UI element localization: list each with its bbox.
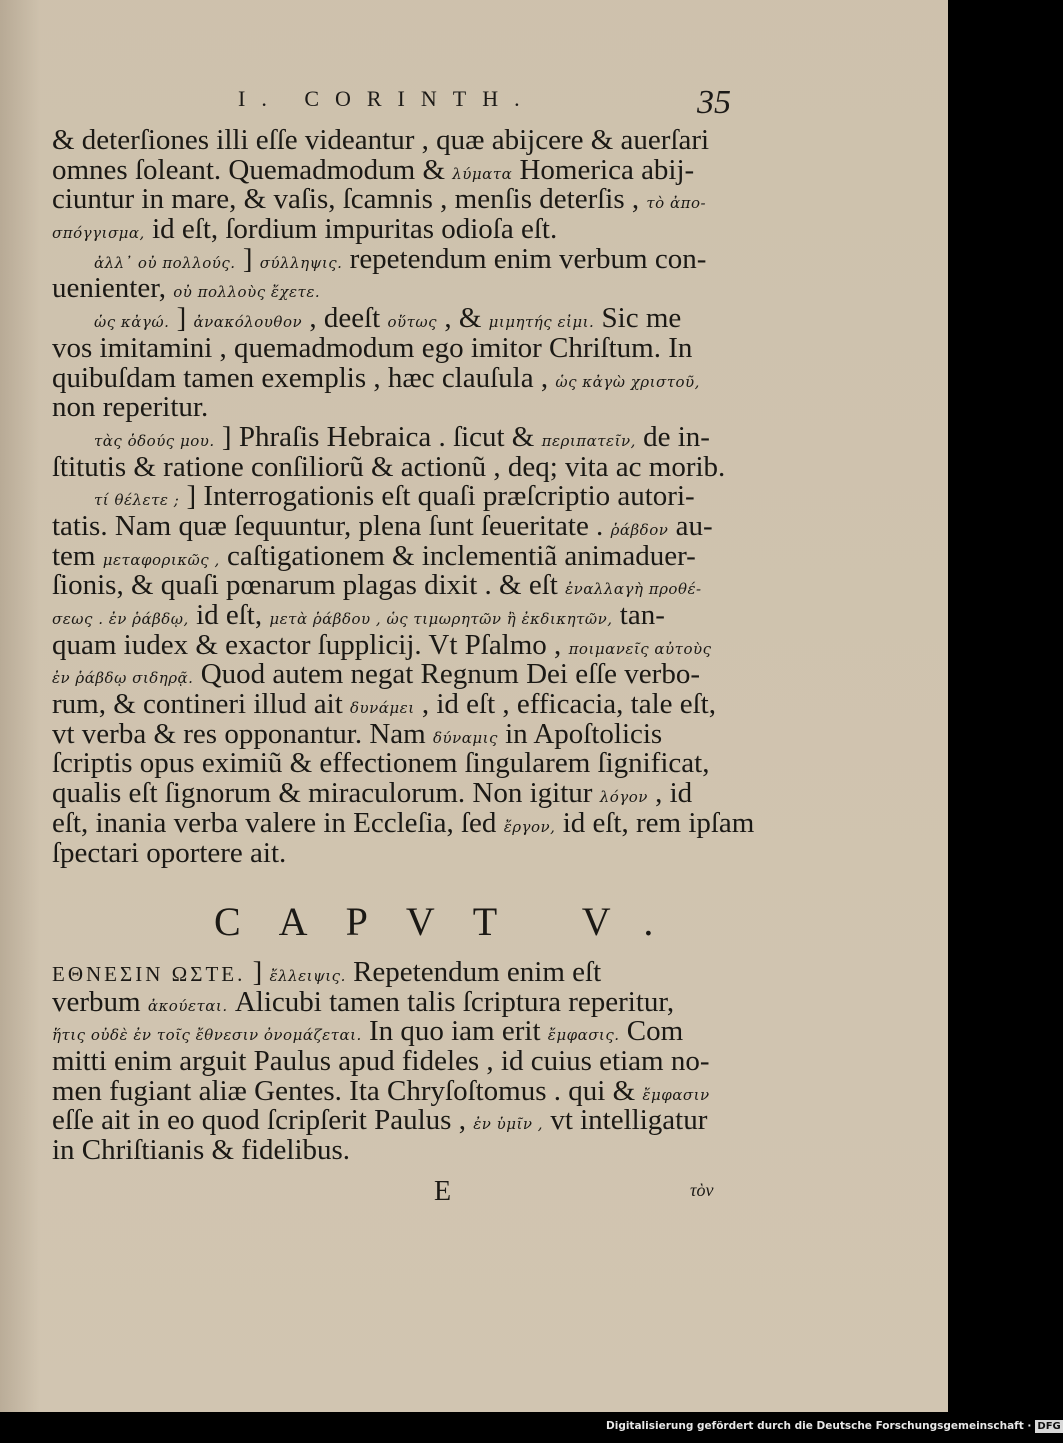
latin-text: tan- [612,599,665,631]
latin-text: tem [52,539,103,572]
text-line [52,242,752,275]
lemma-caps: ΕΘΝΕΣΙΝ ΩΣΤΕ. [52,962,246,986]
text-line [52,1106,752,1136]
greek-text: περιπατεῖν, [541,431,636,450]
text-line [52,185,752,215]
latin-text: quam iudex & exactor ſupplicij. Vt Pſalmo , [52,628,569,661]
text-line [52,717,752,750]
commentary-paragraph-1 [52,124,755,869]
credit-text: Digitalisierung gefördert durch die Deutsche Forschungsgemeinschaft · [606,1420,1032,1432]
greek-text: ἐν ῥάβδῳ σιδηρᾷ. [52,669,194,688]
greek-text: ἀνακόλουθον [193,313,303,332]
latin-text: quibuſdam tamen exemplis , hæc clauſula , [52,361,556,394]
latin-text: vt verba & res opponantur. Nam [52,717,433,750]
greek-text: ἀλλ᾽ οὐ πολλούς. [94,253,236,272]
text-line [52,393,752,423]
text-line [52,571,752,601]
greek-text: ἐναλλαγὴ προθέ- [565,580,702,599]
running-head: I. CORINTH. [238,86,536,111]
latin-text: au- [668,509,713,542]
greek-text: οὕτως [387,313,438,332]
latin-text: in Apoſtolicis [497,717,663,750]
greek-text: μετὰ ῥάβδου , ὡς τιμωρητῶν ἢ ἐκδικητῶν, [269,610,613,628]
greek-text: ἔλλειψις. [269,967,346,985]
greek-text: ὡς κἀγὼ χριστοῦ, [555,372,700,391]
greek-text: λόγον [599,788,648,807]
signature-mark: E [434,1176,452,1207]
latin-text: vt intelligatur [543,1104,708,1137]
latin-text: ] [235,242,260,275]
text-line [52,836,752,869]
latin-text: verbum [52,985,148,1018]
latin-text: Sic me [594,302,682,335]
latin-text: eſſe ait in eo quod ſcripſerit Paulus , [52,1104,474,1137]
text-line [52,274,752,304]
text-line [52,482,752,512]
latin-text: de in- [635,420,710,453]
text-line [52,1074,752,1107]
text-line [52,450,752,483]
latin-text: id eſt, rem ipſam [555,806,755,839]
latin-text: Alicubi tamen talis ſcriptura reperitur, [227,985,675,1018]
greek-text: ποιμανεῖς αὐτοὺς [568,639,712,658]
latin-text: ] Phraſis Hebraica . ſicut & [214,420,542,453]
latin-text: mitti enim arguit Paulus apud fideles , id cuius etiam no- [52,1045,710,1078]
text-line [52,690,752,720]
greek-text: οὐ πολλοὺς ἔχετε. [173,283,321,302]
greek-text: σεως . ἐν ῥάβδῳ, [52,610,189,628]
greek-text: μεταφορικῶς , [102,550,220,569]
greek-text: τὰς ὁδούς μου. [94,431,215,450]
latin-text: , id [647,777,693,810]
latin-text: omnes ſoleant. Quemadmodum & [52,153,453,186]
greek-text: σπόγγισμα, [52,224,145,243]
latin-text: Homerica abij- [512,153,695,186]
greek-text: ἔμφασις. [547,1026,620,1045]
latin-text: , deeſt [302,302,388,335]
latin-text: ciuntur in mare, & vaſis, ſcamnis , menſis deterſis , [52,183,647,216]
text-line [52,1136,752,1166]
latin-text: ] [245,956,270,988]
latin-text: in Chriſtianis & fidelibus. [52,1134,351,1167]
latin-text: Quod autem negat Regnum Dei eſſe verbo- [193,658,700,691]
latin-text: ſionis, & quaſi pœnarum plagas dixit . & eſt [52,569,566,602]
latin-text: ] [169,302,194,335]
text-line [52,601,752,631]
latin-text: ] Interrogationis eſt quaſi præſcriptio autori- [179,480,695,513]
text-line [52,806,755,839]
latin-text: id eſt, ſordium impuritas odioſa eſt. [144,213,558,246]
latin-text: tatis. Nam quæ ſequuntur, plena ſunt ſeueritate . [52,509,611,542]
digitization-credit [606,1416,1061,1436]
latin-text: uenienter, [52,272,174,305]
latin-text: repetendum enim verbum con- [342,242,707,275]
latin-text: rum, & contineri illud ait [52,688,351,721]
text-line [52,509,752,542]
dfg-logo-icon: DFG [1037,1420,1061,1432]
commentary-paragraph-2 [52,958,752,1166]
catchword: τὸν [690,1180,714,1200]
greek-text: σύλληψις. [259,253,343,272]
greek-text: ἐν ὑμῖν , [473,1115,544,1134]
text-line [52,958,752,988]
latin-text: Com [619,1015,684,1048]
greek-text: ἀκούεται. [147,996,228,1015]
latin-text: ſpectari oportere ait. [52,836,287,869]
text-line [52,660,752,690]
latin-text: id eſt, [188,599,270,631]
text-line [52,153,752,186]
text-line [52,628,752,661]
latin-text: , id eſt , efficacia, tale eſt, [414,688,716,721]
latin-text: vos imitamini , quemadmodum ego imitor Chriſtum. In [52,331,693,364]
text-line [52,361,752,394]
latin-text: qualis eſt ſignorum & miraculorum. Non igitur [52,777,600,810]
latin-text: ſcriptis opus eximiũ & effectionem ſingularem ſignificat, [52,747,710,780]
text-line [52,331,752,364]
latin-text: In quo iam erit [361,1015,548,1048]
greek-text: μιμητής εἰμι. [488,313,595,332]
greek-text: τὸ ἀπο- [646,194,707,213]
greek-text: ῥάβδον [610,520,669,539]
latin-text: , & [437,302,489,335]
text-line [52,539,752,572]
greek-text: ἔμφασιν [642,1085,710,1104]
text-line [52,1047,752,1077]
greek-text: δύναμις [432,728,498,747]
text-line [52,749,752,779]
latin-text: caſtigationem & inclementiã animaduer- [219,539,696,572]
latin-text: men fugiant aliæ Gentes. Ita Chryſoſtomus . qui & [52,1074,643,1107]
page-number: 35 [697,84,731,121]
text-line [52,304,752,334]
text-line [52,779,752,809]
text-line [52,126,752,156]
greek-text: ἔργον, [503,817,556,836]
latin-text: Repetendum enim eſt [345,956,602,988]
text-line [52,420,752,453]
greek-text: τί θέλετε ; [94,491,180,510]
chapter-heading: CAPVT V. [214,899,692,944]
greek-text: ἥτις οὐδὲ ἐν τοῖς ἔθνεσιν ὀνομάζεται. [52,1026,362,1045]
latin-text: & deterſiones illi eſſe videantur , quæ abijcere & auerſari [52,124,710,156]
latin-text: eſt, inania verba valere in Eccleſia, ſed [52,806,504,839]
latin-text: ſtitutis & ratione conſiliorũ & actionũ , deq; vita ac morib. [52,450,726,483]
text-line [52,215,752,245]
greek-text: ὡς κἀγώ. [94,313,170,332]
latin-text: non reperitur. [52,391,209,424]
text-line [52,1017,752,1047]
greek-text: δυνάμει [350,699,415,718]
greek-text: λύματα [452,164,513,183]
text-line [52,985,752,1018]
